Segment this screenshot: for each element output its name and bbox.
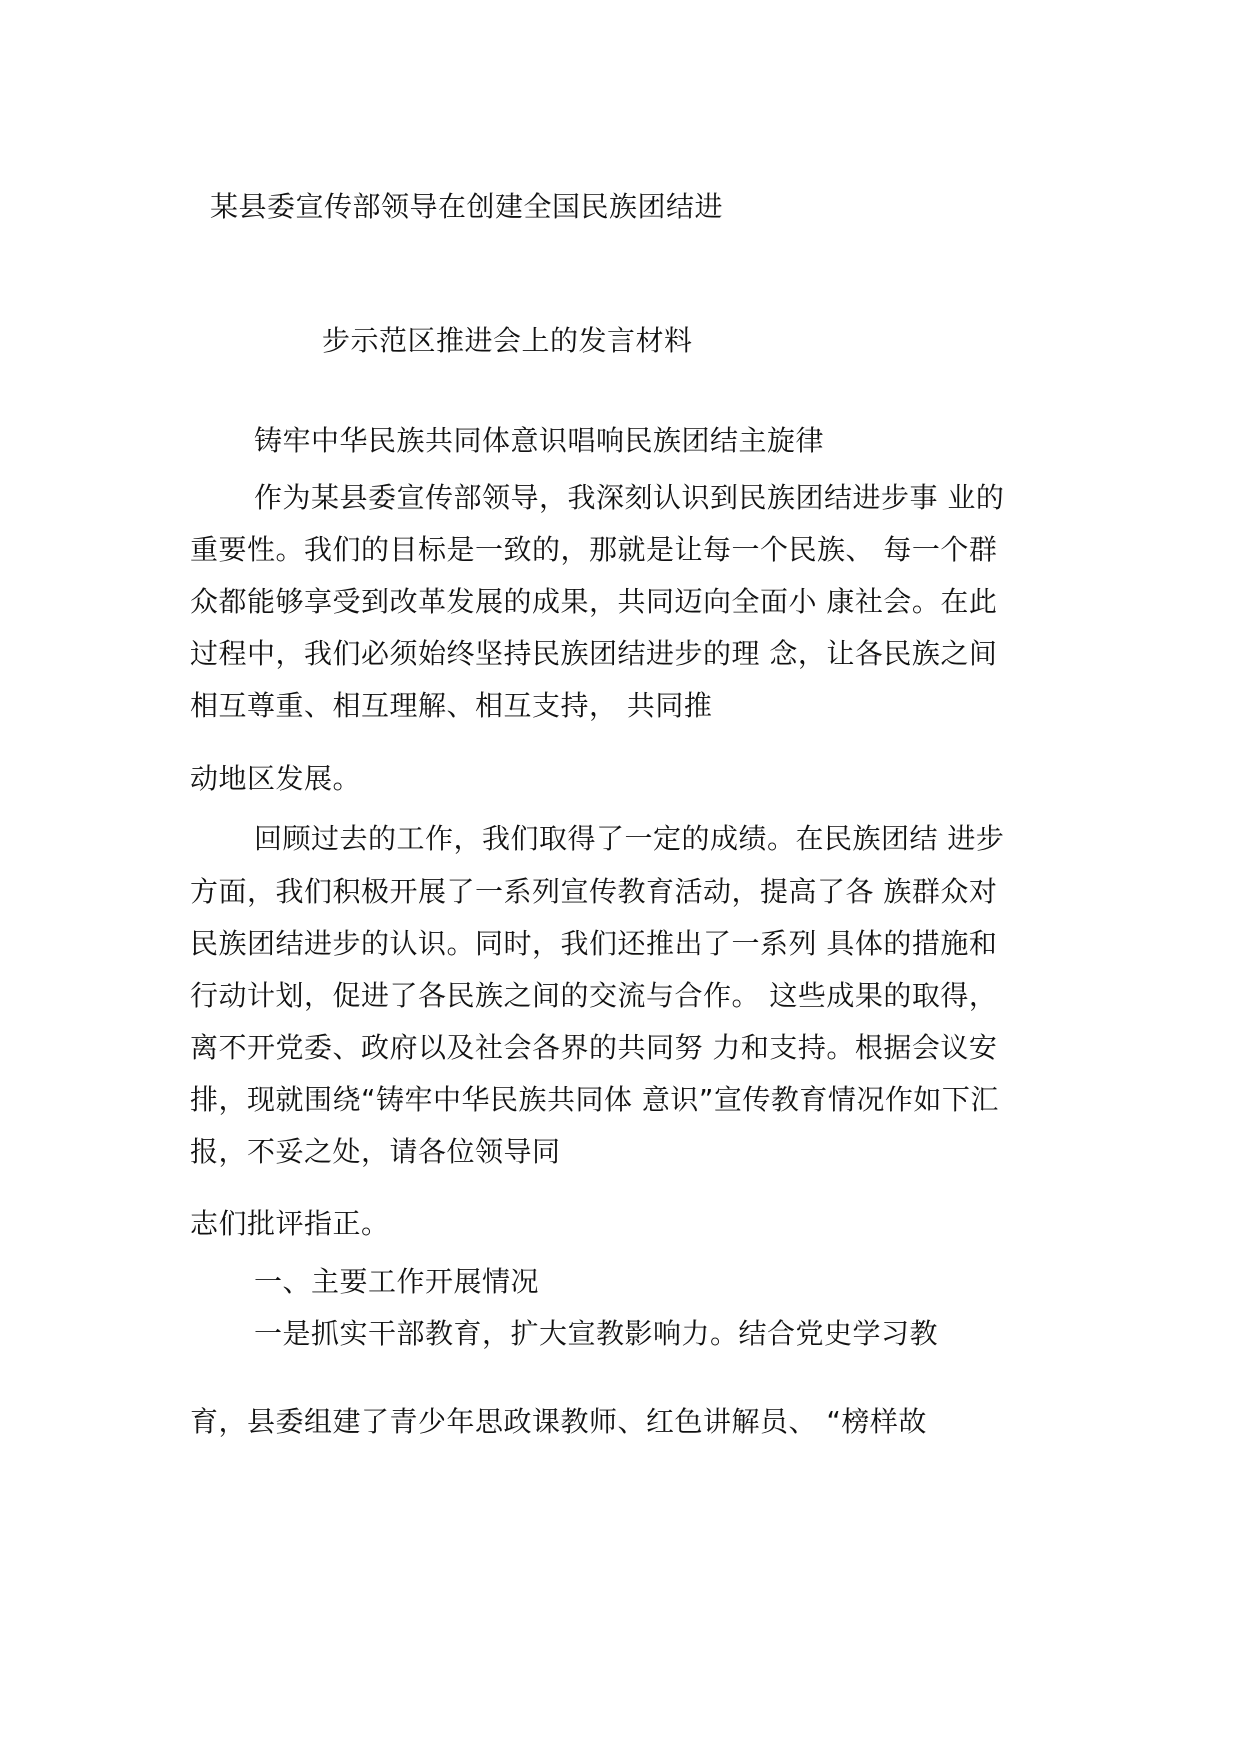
document-title-line-2: 步示范区推进会上的发言材料	[322, 324, 693, 357]
paragraph-1-line-6: 动地区发展。	[190, 762, 362, 795]
paragraph-1-line-1: 作为某县委宣传部领导，我深刻认识到民族团结进步事 业的	[254, 481, 1005, 514]
paragraph-2-line-1: 回顾过去的工作，我们取得了一定的成绩。在民族团结 进步	[254, 822, 1005, 855]
paragraph-2-line-7: 报，不妥之处，请各位领导同	[190, 1135, 561, 1168]
paragraph-2-line-4: 行动计划，促进了各民族之间的交流与合作。 这些成果的取得，	[190, 979, 998, 1012]
paragraph-2-line-6: 排，现就围绕“铸牢中华民族共同体 意识”宣传教育情况作如下汇	[190, 1083, 999, 1116]
paragraph-2-line-2: 方面，我们积极开展了一系列宣传教育活动，提高了各 族群众对	[190, 875, 998, 908]
document-subtitle: 铸牢中华民族共同体意识唱响民族团结主旋律	[254, 424, 825, 457]
document-title-line-1: 某县委宣传部领导在创建全国民族团结进	[210, 190, 724, 223]
paragraph-3-line-2: 育，县委组建了青少年思政课教师、红色讲解员、 “榜样故	[190, 1405, 927, 1438]
paragraph-2-line-3: 民族团结进步的认识。同时，我们还推出了一系列 具体的措施和	[190, 927, 998, 960]
paragraph-1-line-5: 相互尊重、相互理解、相互支持， 共同推	[190, 689, 713, 722]
paragraph-3-line-1: 一是抓实干部教育，扩大宣教影响力。结合党史学习教	[254, 1317, 939, 1350]
paragraph-1-line-3: 众都能够享受到改革发展的成果，共同迈向全面小 康社会。在此	[190, 585, 998, 618]
section-1-heading: 一、主要工作开展情况	[254, 1265, 540, 1298]
paragraph-1-line-2: 重要性。我们的目标是一致的，那就是让每一个民族、 每一个群	[190, 533, 998, 566]
paragraph-2-line-8: 志们批评指正。	[190, 1207, 390, 1240]
paragraph-2-line-5: 离不开党委、政府以及社会各界的共同努 力和支持。根据会议安	[190, 1031, 998, 1064]
paragraph-1-line-4: 过程中，我们必须始终坚持民族团结进步的理 念，让各民族之间	[190, 637, 998, 670]
